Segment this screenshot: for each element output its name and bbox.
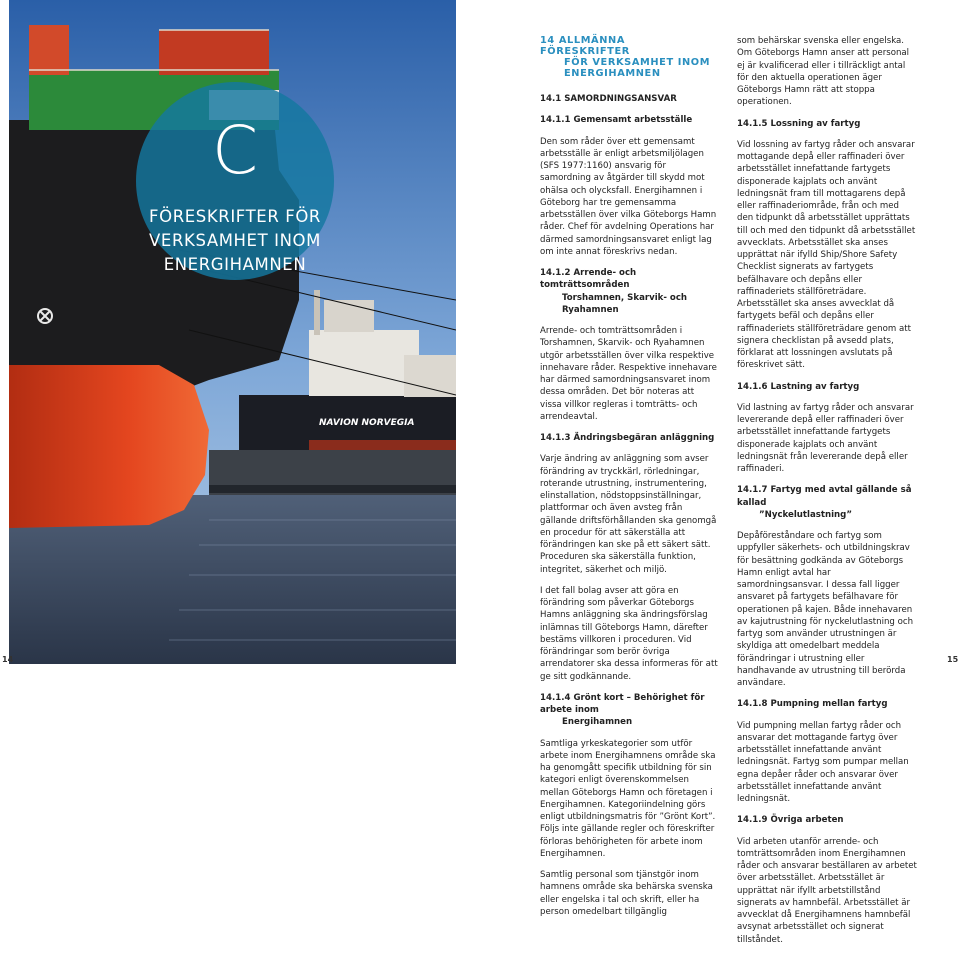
- heading-line: 14.1.7 Fartyg med avtal gällande så kallad: [737, 485, 912, 508]
- heading-14-1-5: 14.1.5 Lossning av fartyg: [737, 118, 861, 129]
- heading-line: 14.1.4 Grönt kort – Behörighet för arbete inom: [540, 692, 705, 715]
- paragraph: I det fall bolag avser att göra en förändring som påverkar Göteborgs Hamns anläggning ska ändringsförslag inlämnas till Göteborgs Hamn, därefter bestäms villkoren i proceduren. Vid förändringar som berör övriga arrendatorer ska dessa informeras för att ge sitt godkännande.: [540, 585, 718, 682]
- paragraph: Varje ändring av anläggning som avser förändring av tryckkärl, rörledningar, roterande utrustning, instrumentering, elinstallation, nödstoppsinställningar, plattformar och även avsteg från gällande driftsförhållanden ska genomgå en procedur för att säkerställa att förändringen kan ske på ett säkert sätt. Proceduren ska säkerställa funktion, integritet, säkerhet och miljö.: [540, 454, 717, 575]
- heading-14-1-6: 14.1.6 Lastning av fartyg: [737, 381, 860, 392]
- chapter-title-line: ENERGIHAMNEN: [163, 255, 307, 274]
- paragraph: Vid arbeten utanför arrende- och tomträttsområden inom Energihamnen råder och ansvarar beställaren av arbetet över arbetsstället. Arbetsstället är upprättat när ifyllt arbetstillstånd signerats av hamnbefäl. Arbetsstället är avvecklat då Energihamnens hamnbefäl avsynat arbetsstället och signerat tillståndet.: [737, 836, 917, 945]
- heading-14-1-3: 14.1.3 Ändringsbegäran anläggning: [540, 433, 715, 443]
- paragraph: Arrende- och tomträttsområden i Torshamnen, Skarvik- och Ryahamnen utgör arbetsställen över vilka respektive innehavare råder. Respektive innehavare har därmed samordningsansvaret inom dessa områden. Det bör noteras att vissa villkor regleras i tomträtts- och arrendeavtal.: [540, 326, 717, 422]
- heading-line: Energihamnen: [562, 717, 633, 728]
- paragraph: Vid pumpning mellan fartyg råder och ansvarar det mottagande fartyg över arbetsstället innefattande använt ledningsnät. Fartyg som pumpar mellan egna depåer råder och ansvarar över arbetsstället innefattande använt ledningsnät.: [737, 720, 909, 804]
- paragraph: som behärskar svenska eller engelska. Om Göteborgs Hamn anser att personal ej är kvalificerad eller i tillräckligt antal för den aktuella operationen äger Göteborgs Hamn rätt att stoppa operationen.: [737, 36, 910, 108]
- heading-line: 14.1.2 Arrende- och tomträttsområden: [540, 268, 637, 291]
- heading-14-1-9: 14.1.9 Övriga arbeten: [737, 815, 844, 826]
- heading-14-1-4: [540, 692, 718, 729]
- chapter-title: [136, 205, 334, 277]
- heading-14-1-7: [737, 484, 917, 521]
- heading-14-1-1: 14.1.1 Gemensamt arbetsställe: [540, 115, 693, 126]
- text-column-left: [540, 35, 718, 927]
- chapter-circle: [136, 82, 334, 280]
- page-number-left: 14: [2, 655, 14, 664]
- section-title-line: FÖR VERKSAMHET INOM: [564, 57, 711, 68]
- section-title: [540, 35, 718, 79]
- paragraph: Vid lastning av fartyg råder och ansvarar levererande depå eller raffinaderi över arbetsstället innefattande fartygets disponerade kajplats och använt ledningsnät från levererande depå eller raffinaderi.: [737, 402, 914, 474]
- vessel-name-text: NAVION NORVEGIA: [319, 418, 415, 428]
- paragraph: Depåföreståndare och fartyg som uppfyller säkerhets- och utbildningskrav för besättning godkända av Göteborgs Hamn enligt avtal har samordningsansvar. I dessa fall ligger ansvaret på fartygets befälhavare för operationen på kajen. Både innehavaren av kajutrustning för nyckelutlastning och fartyg som använder utrustningen är skyldiga att omedelbart meddela förändringar i utrustning eller handhavande av utrustning till berörda användare.: [737, 531, 914, 688]
- heading-14-1-2: [540, 267, 718, 316]
- paragraph: Samtliga yrkeskategorier som utför arbete inom Energihamnens område ska ha genomgått specifik utbildning för sin kategori enligt överenskommelsen mellan Göteborgs Hamn och företagen i Energihamnen. Kategoriindelning görs enligt utbildningsmatris för ”Grönt Kort”. Följs inte gällande regler och föreskrifter förloras behörigheten för arbete inom Energihamnen.: [540, 738, 716, 859]
- text-column-right: [737, 35, 917, 955]
- heading-14-1-8: 14.1.8 Pumpning mellan fartyg: [737, 699, 888, 710]
- chapter-letter: C: [211, 112, 259, 189]
- paragraph: Den som råder över ett gemensamt arbetsställe är enligt arbetsmiljölagen (SFS 1977:1160) ansvarig för samordning av åtgärder till skydd mot ohälsa och olycksfall. Energihamnen i Göteborg har tre gemensamma arbetsställen över vilka Göteborgs Hamn råder. Chef för avdelning Operations har därmed samordningsansvaret enligt lag om inte annat föreskrivs nedan.: [540, 136, 717, 257]
- chapter-title-line: FÖRESKRIFTER FÖR: [149, 207, 321, 226]
- paragraph: Samtlig personal som tjänstgör inom hamnens område ska behärska svenska eller engelska i tal och skrift, eller ha person omedelbart tillgänglig: [540, 870, 713, 917]
- section-title-line: ENERGIHAMNEN: [564, 68, 661, 79]
- page-number-right: 15: [947, 655, 959, 664]
- section-subtitle: 14.1 SAMORDNINGSANSVAR: [540, 94, 677, 104]
- chapter-title-line: VERKSAMHET INOM: [149, 231, 321, 250]
- heading-line: Torshamnen, Skarvik- och Ryahamnen: [562, 292, 688, 315]
- heading-line: ”Nyckelutlastning”: [759, 509, 852, 520]
- section-title-line: 14 ALLMÄNNA FÖRESKRIFTER: [540, 35, 630, 57]
- paragraph: Vid lossning av fartyg råder och ansvarar mottagande depå eller raffinaderi över arbetsstället innefattande fartygets disponerade kajplats och använt ledningsnät fram till mottagarens depå eller raffinaderiområde, från och med den tidpunkt då arbetsstället upprättats till och med den tidpunkt då arbetsstället avvecklats. Arbetsstället ska anses upprättat när ifylld Ship/Shore Safety Checklist signerats av fartygets befälhavare och depåns eller raffinaderiets ställföreträdare. Arbetsstället ska anses avvecklat då fartygets befäl och depåns eller raffinaderiets ställföreträdare genom att signera checklistan på avsedd plats, förklarat att lossningen avslutats på föreskrivet sätt.: [737, 139, 916, 371]
